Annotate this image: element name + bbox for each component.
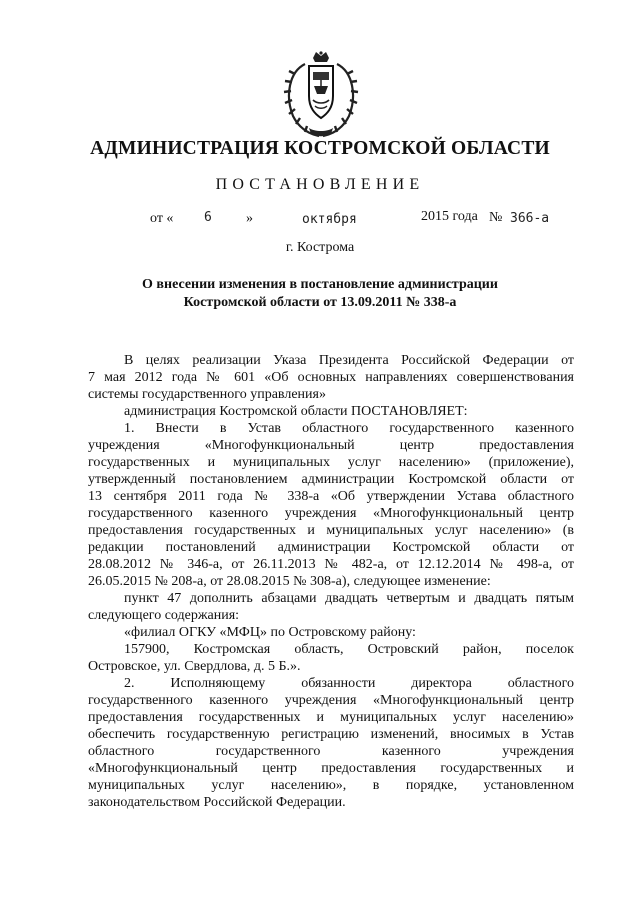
date-quote-close: »: [246, 211, 253, 226]
body-line: областного государственного казенного учреждения: [88, 744, 574, 759]
body-line: 2. Исполняющему обязанности директора областного: [124, 676, 574, 691]
document-type: ПОСТАНОВЛЕНИЕ: [215, 176, 425, 193]
body-line: В целях реализации Указа Президента Российской Федерации от: [124, 353, 574, 368]
body-line: 157900, Костромская область, Островский район, поселок: [124, 642, 574, 657]
title-line-1: О внесении изменения в постановление администрации: [142, 277, 498, 292]
body-line: 1. Внести в Устав областного государственного казенного: [124, 421, 574, 436]
title-line-2: Костромской области от 13.09.2011 № 338-а: [183, 295, 457, 310]
body-line: государственного казенного учреждения «Многофункциональный центр: [88, 693, 574, 708]
body-line: государственных и муниципальных услуг населению» (приложение),: [88, 455, 574, 470]
body-line: пункт 47 дополнить абзацами двадцать четвертым и двадцать пятым: [124, 591, 574, 606]
date-day: 6: [204, 210, 212, 225]
body-line: «филиал ОГКУ «МФЦ» по Островскому району:: [124, 625, 416, 640]
body-line: 13 сентября 2011 года № 338-а «Об утверждении Устава областного: [88, 489, 574, 504]
body-line: учреждения «Многофункциональный центр предоставления: [88, 438, 574, 453]
date-year: 2015 года: [421, 209, 478, 224]
body-line: 7 мая 2012 года № 601 «Об основных направлениях совершенствования: [88, 370, 574, 385]
body-line: обеспечить государственную регистрацию изменений, вносимых в Устав: [88, 727, 574, 742]
body-line: муниципальных услуг населению», в порядке, установленном: [88, 778, 574, 793]
body-line: утвержденный постановлением администрации Костромской области от: [88, 472, 574, 487]
city-name: г. Кострома: [285, 240, 355, 255]
body-line: законодательством Российской Федерации.: [88, 795, 346, 810]
body-line: администрация Костромской области ПОСТАНОВЛЯЕТ:: [124, 404, 468, 419]
date-number-line: [0, 209, 640, 231]
body-line: предоставления государственных и муниципальных услуг населению» (в: [88, 523, 574, 538]
body-line: предоставления государственных и муниципальных услуг населению»: [88, 710, 574, 725]
body-line: государственного казенного учреждения «Многофункциональный центр: [88, 506, 574, 521]
body-line: редакции постановлений администрации Костромской области от: [88, 540, 574, 555]
body-line: «Многофункциональный центр предоставления государственных и: [88, 761, 574, 776]
body-line: следующего содержания:: [88, 608, 240, 623]
body-line: системы государственного управления»: [88, 387, 326, 402]
document-number: 366-а: [510, 211, 550, 226]
date-month: октября: [302, 212, 357, 227]
body-line: Островское, ул. Свердлова, д. 5 Б.».: [88, 659, 301, 674]
date-prefix: от «: [150, 211, 174, 226]
document-title: [80, 276, 560, 312]
coat-of-arms-emblem: [283, 50, 359, 138]
body-line: 28.08.2012 № 346-а, от 26.11.2013 № 482-а, от 12.12.2014 № 498-а, от: [88, 557, 574, 572]
body-line: 26.05.2015 № 208-а, от 28.08.2015 № 308-а), следующее изменение:: [88, 574, 491, 589]
organization-name: АДМИНИСТРАЦИЯ КОСТРОМСКОЙ ОБЛАСТИ: [90, 138, 550, 159]
number-sign: №: [489, 210, 503, 225]
